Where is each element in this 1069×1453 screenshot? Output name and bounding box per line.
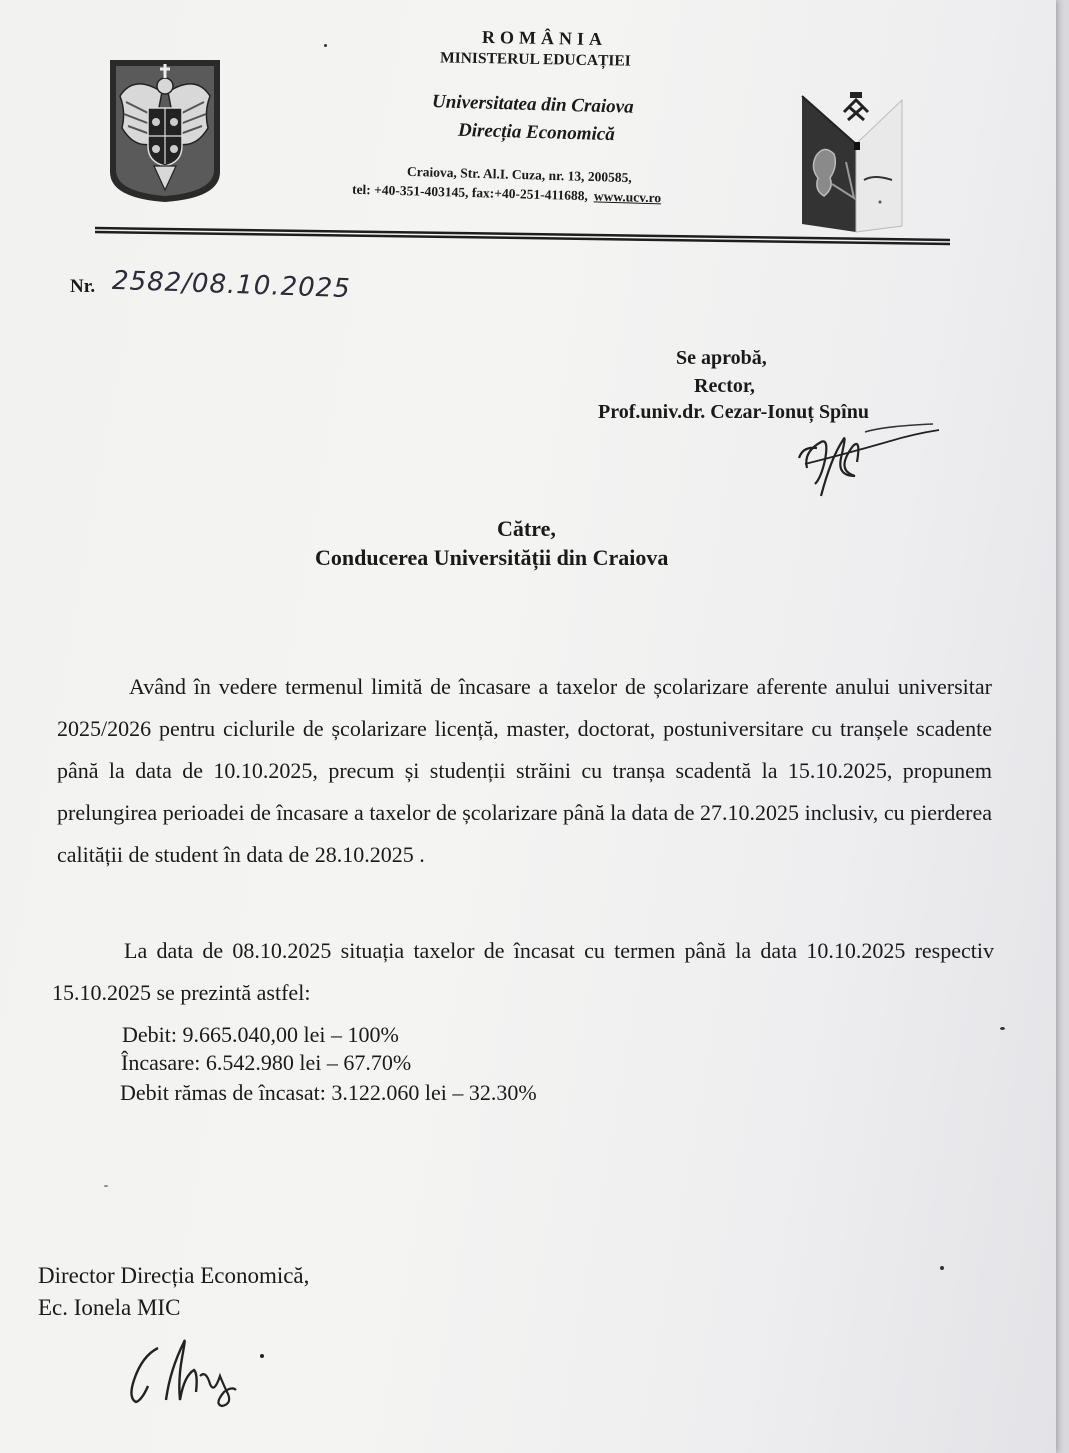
director-signature — [124, 1330, 274, 1414]
header-country: ROMÂNIA — [481, 26, 608, 50]
figure-remaining: Debit rămas de încasat: 3.122.060 lei – 32.30% — [120, 1080, 537, 1105]
header-department: Direcția Economică — [457, 119, 616, 146]
director-name: Ec. Ionela MIC — [38, 1295, 181, 1320]
romania-coat-of-arms-icon — [104, 52, 226, 204]
approval-name: Prof.univ.dr. Cezar-Ionuț Spînu — [598, 401, 869, 423]
body-paragraph-2: La data de 08.10.2025 situația taxelor de încasat cu termen până la data 10.10.2025 respectiv 15.10.2025 se prezintă astfel: — [52, 938, 994, 1005]
director-title: Director Direcția Economică, — [38, 1263, 310, 1288]
approval-role: Rector, — [694, 375, 755, 397]
header-address: Craiova, Str. Al.I. Cuza, nr. 13, 200585, — [406, 163, 632, 186]
addressee-heading: Către, — [497, 516, 556, 541]
registration-number: 2582/08.10.2025 — [111, 265, 352, 305]
rector-signature — [795, 418, 945, 500]
addressee-name: Conducerea Universității din Craiova — [315, 545, 669, 570]
registration-label: Nr. — [70, 276, 96, 297]
header-ministry: MINISTERUL EDUCAȚIEI — [439, 49, 631, 70]
paper-speck — [324, 44, 327, 47]
approval-heading: Se aprobă, — [676, 347, 767, 369]
figure-debit: Debit: 9.665.040,00 lei – 100% — [122, 1022, 399, 1047]
paper-speck — [1000, 1027, 1005, 1030]
university-crest-icon — [798, 92, 906, 236]
paper-speck — [940, 1266, 944, 1270]
header-university: Universitatea din Craiova — [431, 91, 634, 118]
header-divider — [95, 226, 950, 248]
header-website: www.ucv.ro — [593, 188, 662, 206]
header-phone-fax: tel: +40-351-403145, fax:+40-251-411688, — [351, 181, 589, 204]
paper-speck — [104, 1185, 108, 1187]
figure-collected: Încasare: 6.542.980 lei – 67.70% — [121, 1050, 412, 1075]
body-paragraph-1: Având în vedere termenul limită de încasare a taxelor de școlarizare aferente anului universitar 2025/2026 pentru ciclurile de școlarizare licență, master, doctorat, postuniversitare cu tranșele scadente până la data de 10.10.2025, precum și studenții străini cu tranșa scadentă la 15.10.2025, propunem prelungirea perioadei de încasare a taxelor de școlarizare până la data de 27.10.2025 inclusiv, cu pierderea calității de student în data de 28.10.2025 . — [57, 674, 992, 867]
